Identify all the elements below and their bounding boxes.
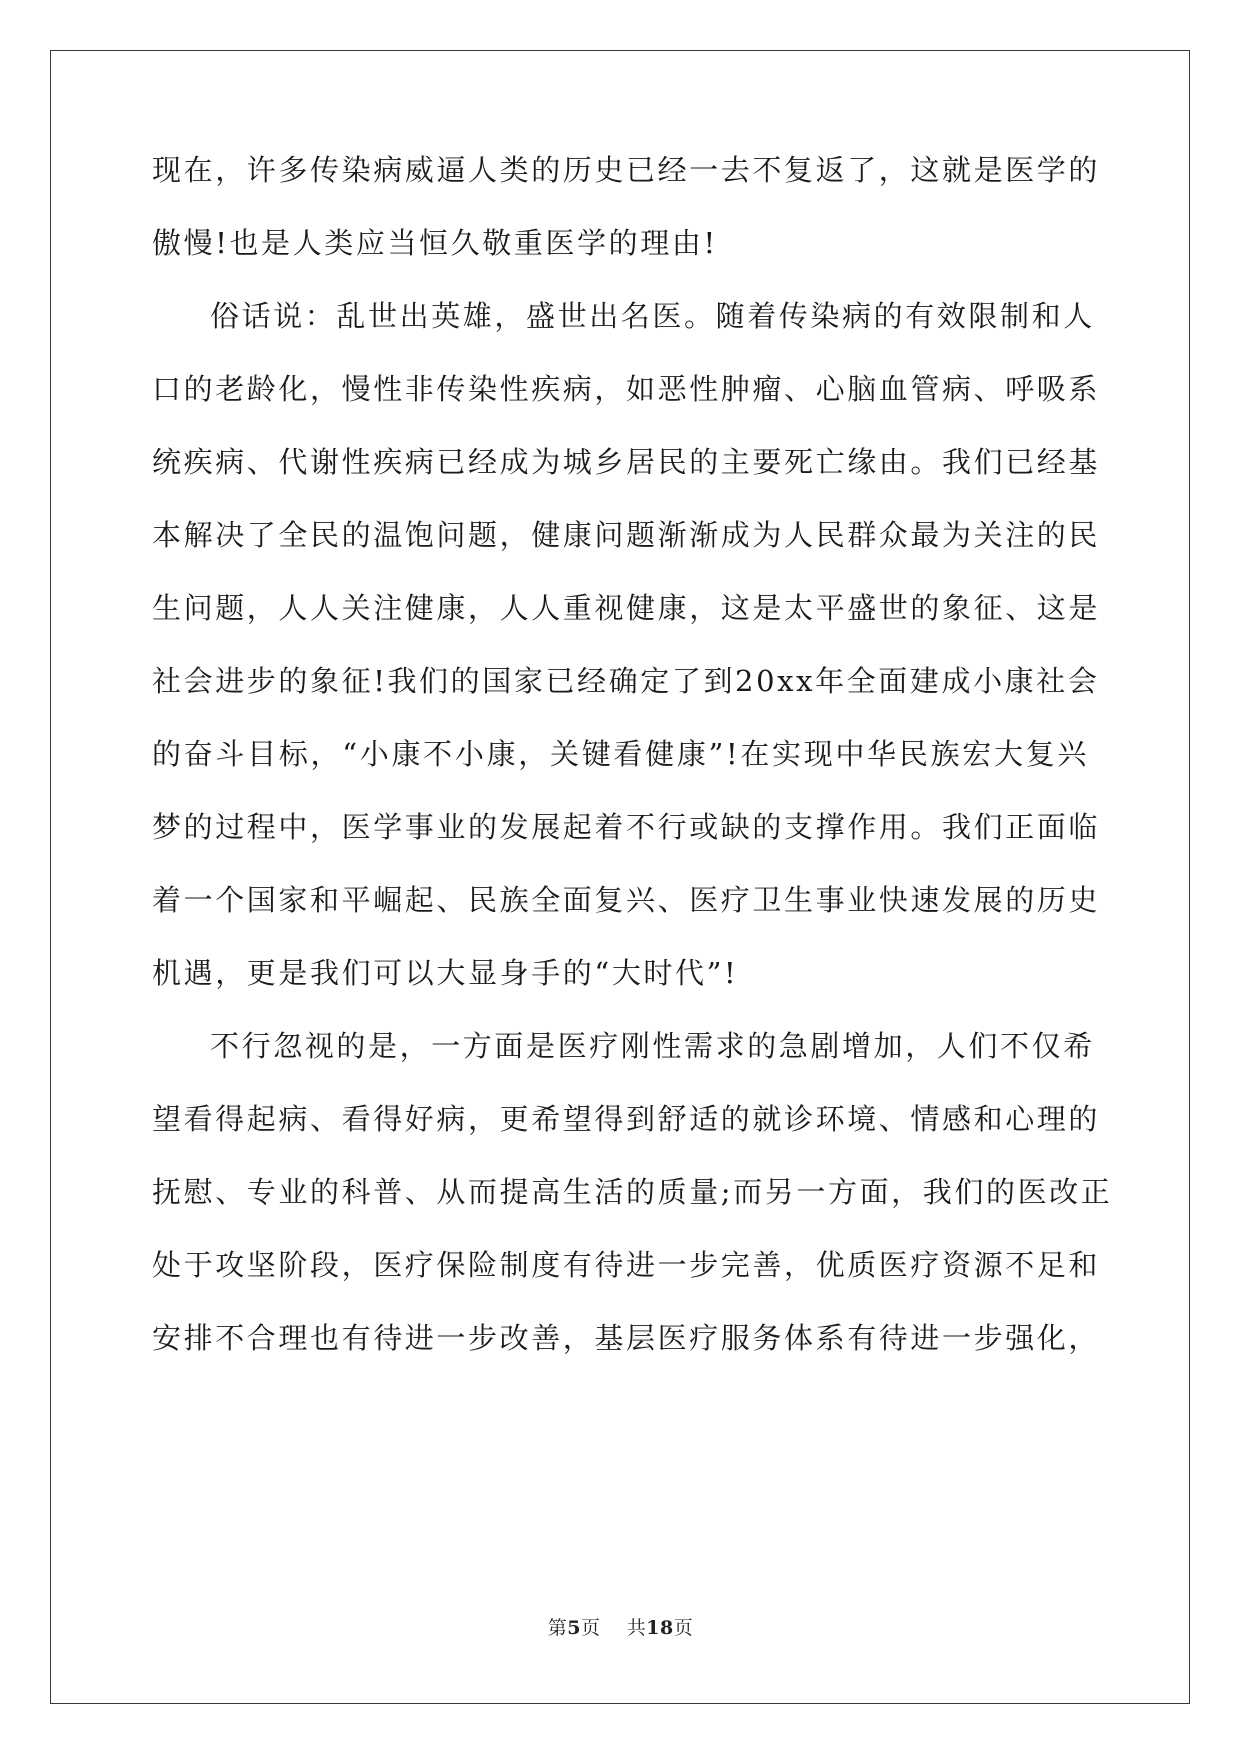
page-number: 5 [567,1617,582,1639]
paragraph-first-line: 不行忽视的是，一方面是医疗刚性需求的急剧增加，人们不仅希 [210,1029,1095,1063]
total-prefix: 共 [626,1617,647,1639]
text-line: 口的老龄化，慢性非传染性疾病，如恶性肿瘤、心脑血管病、呼吸系 [152,372,1101,406]
page-prefix: 第 [547,1617,568,1639]
total-suffix: 页 [673,1617,694,1639]
text-line: 的奋斗目标，“小康不小康，关键看健康”!在实现中华民族宏大复兴 [152,737,1089,771]
text-line: 机遇，更是我们可以大显身手的“大时代”! [152,956,739,990]
text-line: 着一个国家和平崛起、民族全面复兴、医疗卫生事业快速发展的历史 [152,883,1101,917]
text-line: 生问题，人人关注健康，人人重视健康，这是太平盛世的象征、这是 [152,591,1101,625]
paragraph-first-line: 俗话说：乱世出英雄，盛世出名医。随着传染病的有效限制和人 [210,299,1095,333]
text-line: 安排不合理也有待进一步改善，基层医疗服务体系有待进一步强化， [152,1321,1101,1355]
text-line: 梦的过程中，医学事业的发展起着不行或缺的支撑作用。我们正面临 [152,810,1101,844]
page-suffix: 页 [581,1617,601,1639]
text-line: 傲慢!也是人类应当恒久敬重医学的理由! [152,226,718,260]
total-pages: 18 [646,1617,674,1639]
text-line: 统疾病、代谢性疾病已经成为城乡居民的主要死亡缘由。我们已经基 [152,445,1101,479]
text-line: 现在，许多传染病威逼人类的历史已经一去不复返了，这就是医学的 [152,153,1101,187]
text-line: 抚慰、专业的科普、从而提高生活的质量;而另一方面，我们的医改正 [152,1175,1113,1209]
text-line: 社会进步的象征!我们的国家已经确定了到20xx年全面建成小康社会 [152,664,1100,698]
text-line: 本解决了全民的温饱问题，健康问题渐渐成为人民群众最为关注的民 [152,518,1101,552]
text-line: 处于攻坚阶段，医疗保险制度有待进一步完善，优质医疗资源不足和 [152,1248,1101,1282]
page-footer [0,1613,1241,1640]
text-line: 望看得起病、看得好病，更希望得到舒适的就诊环境、情感和心理的 [152,1102,1101,1136]
